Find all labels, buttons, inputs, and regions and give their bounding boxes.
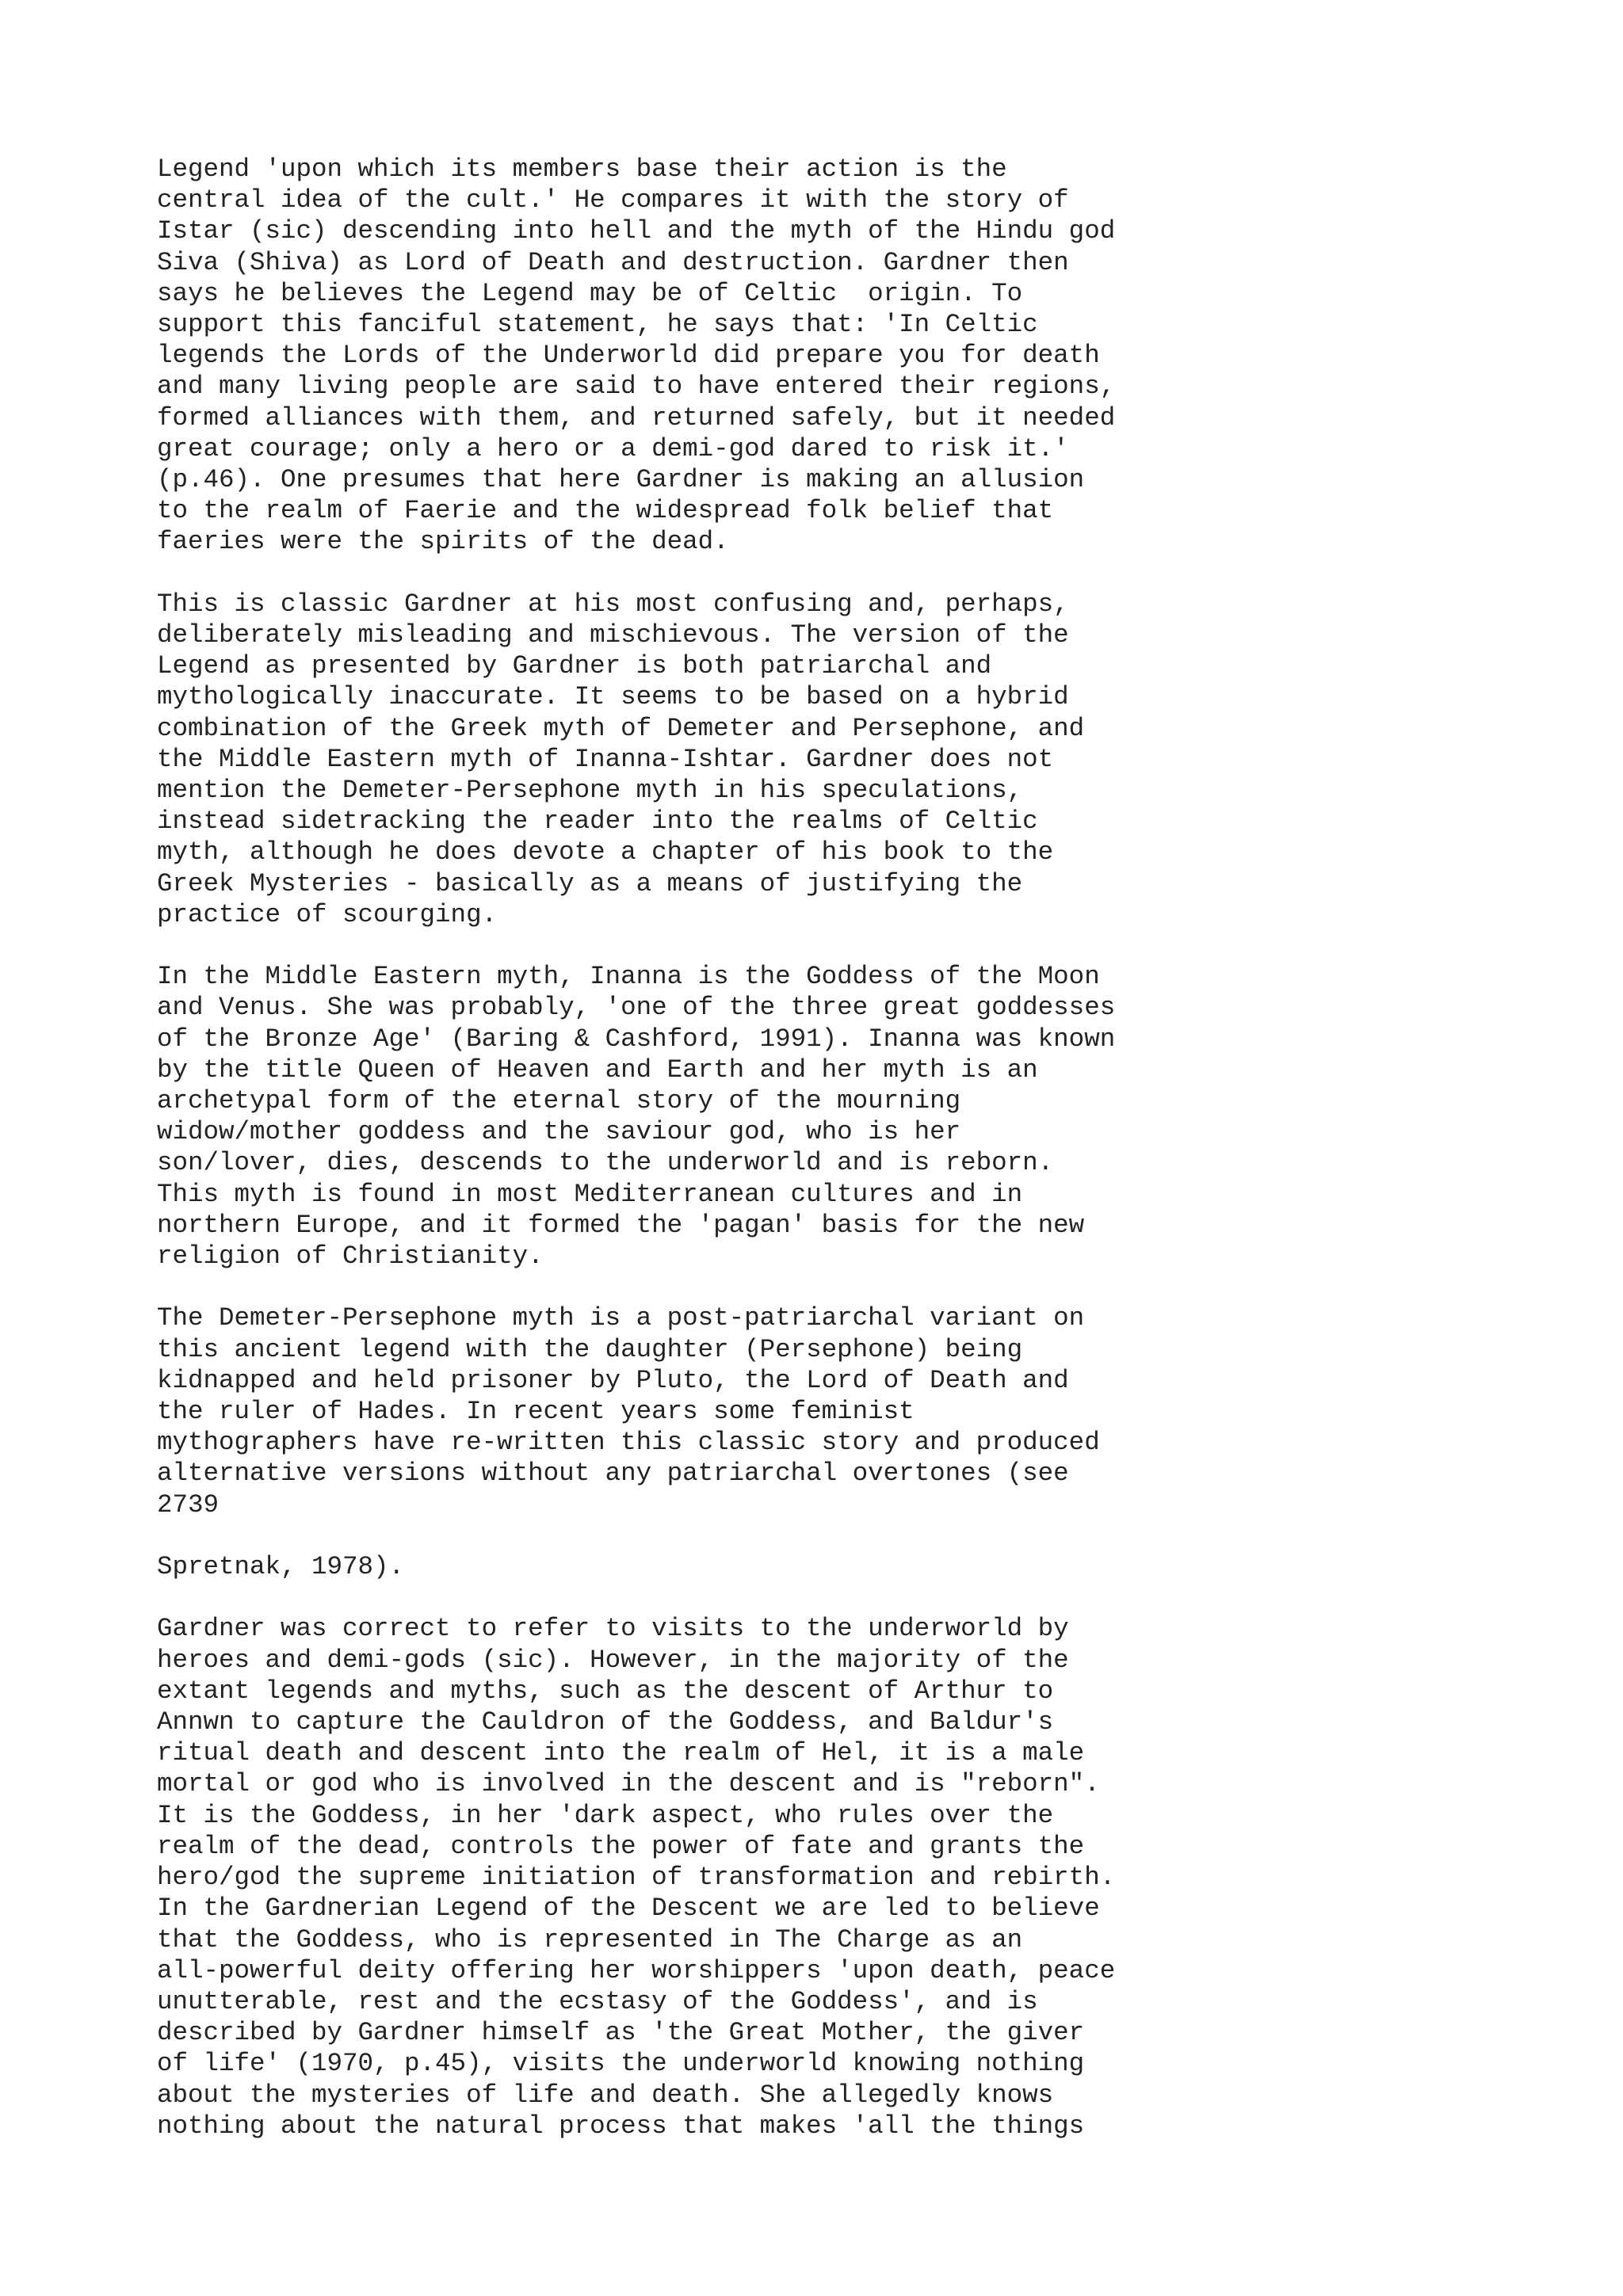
paragraph-underworld-visits: Gardner was correct to refer to visits to the underworld by heroes and demi-gods (sic). However, in the majority of the extant legends and myths, such as the descent of Arthur to Annwn to capture the Cauldron of the Goddess, and Baldur's ritual death and descent into the realm of Hel, it is a male mortal or god who is involved in the descent and is "reborn". It is the Goddess, in her 'dark aspect, who rules over the realm of the dead, controls the power of fate and grants the hero/god the supreme initiation of transformation and rebirth. In the Gardnerian Legend of the Descent we are led to believe that the Goddess, who is represented in The Charge as an all-powerful deity offering her worshippers 'upon death, peace unutterable, rest and the ecstasy of the Goddess', and is described by Gardner himself as 'the Great Mother, the giver of life' (1970, p.45), visits the underworld knowing nothing about the mysteries of life and death. She allegedly knows nothing about the natural process that makes 'all the things — [157, 1614, 1116, 2141]
paragraph-demeter-persephone: The Demeter-Persephone myth is a post-patriarchal variant on this ancient legend with the daughter (Persephone) being kidnapped and held prisoner by Pluto, the Lord of Death and the ruler of Hades. In recent years some feminist mythographers have re-written this classic story and produced alternative versions without any patriarchal overtones (see 2739 — [157, 1303, 1100, 1520]
document-body — [157, 154, 1583, 2142]
paragraph-classic-gardner: This is classic Gardner at his most confusing and, perhaps, deliberately misleading and mischievous. The version of the Legend as presented by Gardner is both patriarchal and mythologically inaccurate. It seems to be based on a hybrid combination of the Greek myth of Demeter and Persephone, and the Middle Eastern myth of Inanna-Ishtar. Gardner does not mention the Demeter-Persephone myth in his speculations, instead sidetracking the reader into the realms of Celtic myth, although he does devote a chapter of his book to the Greek Mysteries - basically as a means of justifying the practice of scourging. — [157, 589, 1085, 929]
paragraph-gardner-legend: Legend 'upon which its members base their action is the central idea of the cult.' He compares it with the story of Istar (sic) descending into hell and the myth of the Hindu god Siva (Shiva) as Lord of Death and destruction. Gardner then says he believes the Legend may be of Celtic origin. To support this fanciful statement, he says that: 'In Celtic legends the Lords of the Underworld did prepare you for death and many living people are said to have entered their regions, formed alliances with them, and returned safely, but it needed great courage; only a hero or a demi-god dared to risk it.' (p.46). One presumes that here Gardner is making an allusion to the realm of Faerie and the widespread folk belief that faeries were the spirits of the dead. — [157, 154, 1116, 557]
paragraph-inanna-myth: In the Middle Eastern myth, Inanna is the Goddess of the Moon and Venus. She was probably, 'one of the three great goddesses of the Bronze Age' (Baring & Cashford, 1991). Inanna was known by the title Queen of Heaven and Earth and her myth is an archetypal form of the eternal story of the mourning widow/mother goddess and the saviour god, who is her son/lover, dies, descends to the underworld and is reborn. This myth is found in most Mediterranean cultures and in northern Europe, and it formed the 'pagan' basis for the new religion of Christianity. — [157, 962, 1116, 1272]
paragraph-spretnak-citation: Spretnak, 1978). — [157, 1552, 405, 1582]
